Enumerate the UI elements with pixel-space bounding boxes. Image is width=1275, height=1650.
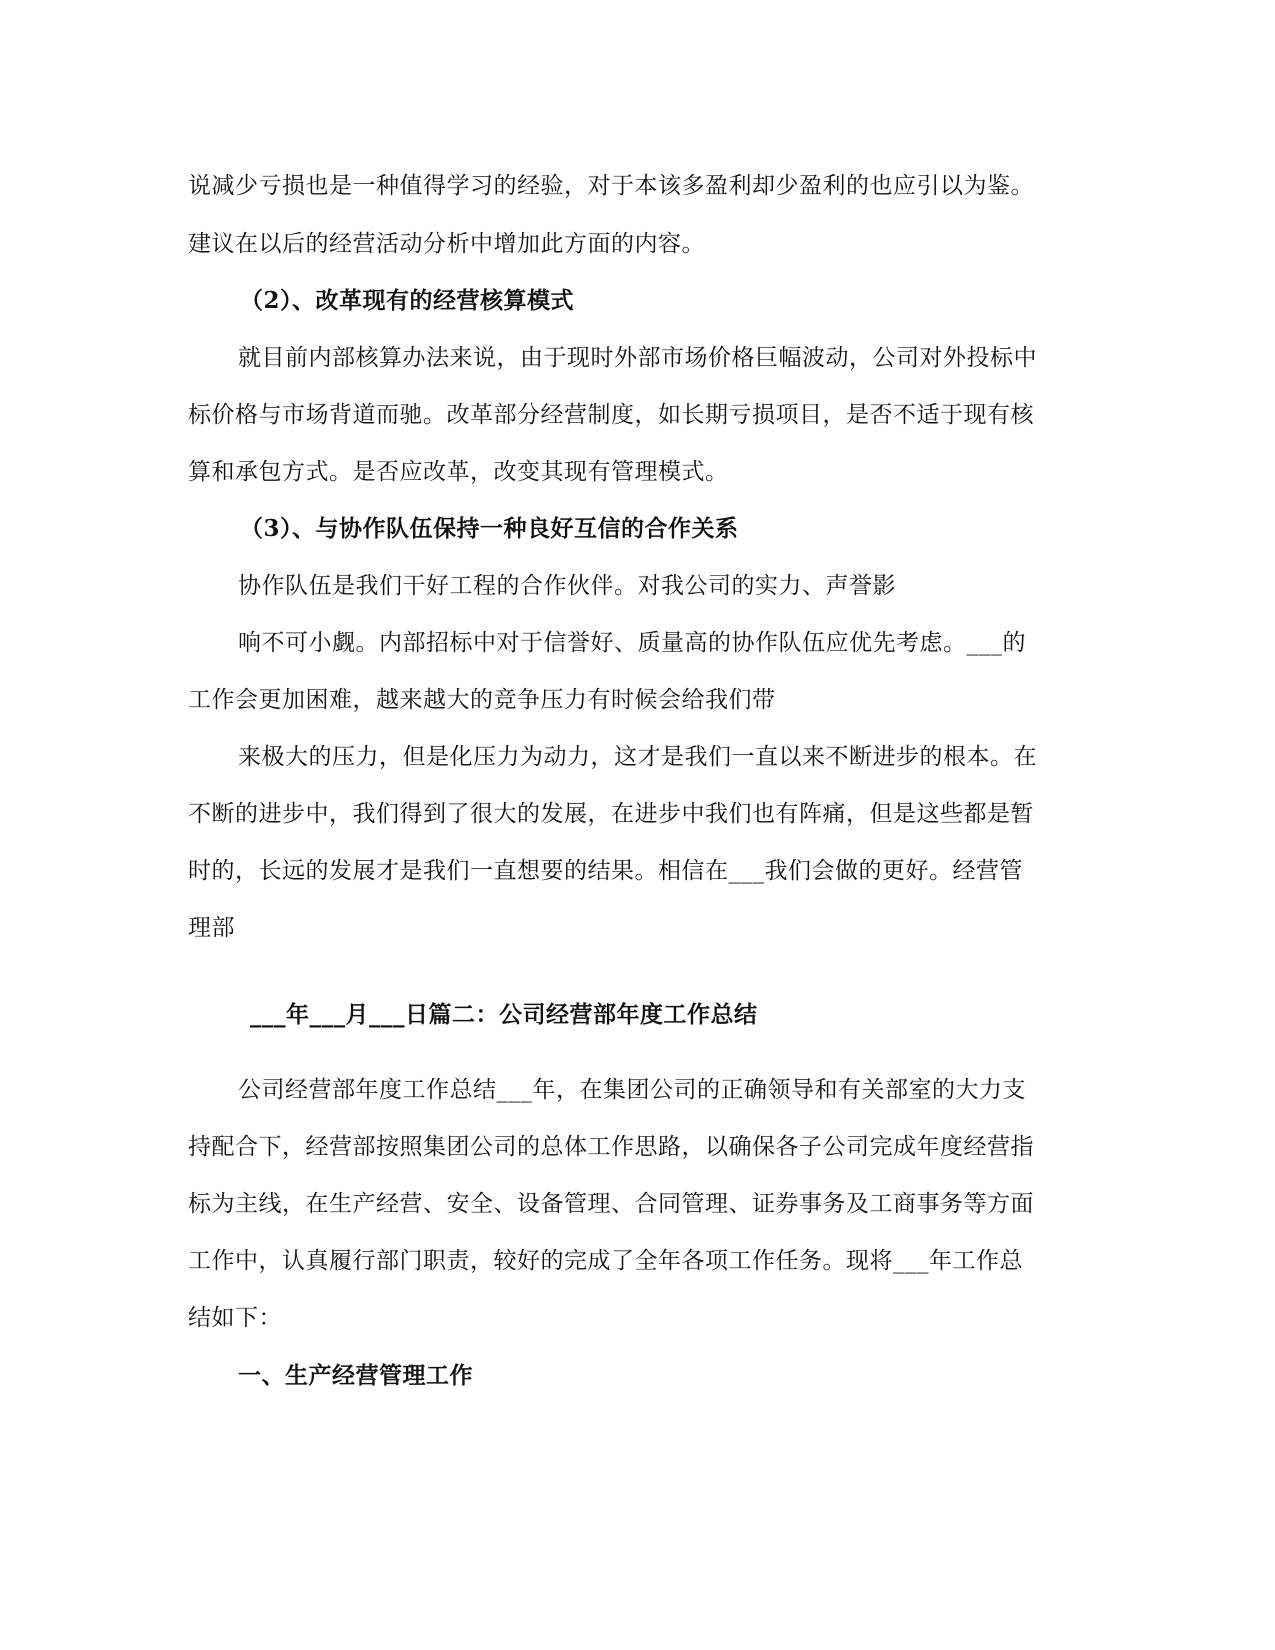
subheading-cooperation: （3）、与协作队伍保持一种良好互信的合作关系 [240, 515, 739, 542]
text-line: 标为主线，在生产经营、安全、设备管理、合同管理、证券事务及工商事务等方面 [188, 1191, 1034, 1217]
text-line: 理部 [188, 915, 235, 941]
section-title-part-two: ___年___月___日篇二：公司经营部年度工作总结 [250, 1001, 758, 1028]
text-line: 标价格与市场背道而驰。改革部分经营制度，如长期亏损项目，是否不适于现有核 [188, 402, 1034, 428]
text-line: 工作中，认真履行部门职责，较好的完成了全年各项工作任务。现将___年工作总 [188, 1248, 1023, 1274]
subheading-reform-accounting: （2）、改革现有的经营核算模式 [240, 287, 575, 314]
text-line: 不断的进步中，我们得到了很大的发展，在进步中我们也有阵痛，但是这些都是暂 [188, 801, 1034, 827]
text-line: 协作队伍是我们干好工程的合作伙伴。对我公司的实力、声誉影 [238, 573, 896, 599]
text-line: 时的，长远的发展才是我们一直想要的结果。相信在___我们会做的更好。经营管 [188, 858, 1023, 884]
text-line: 就目前内部核算办法来说，由于现时外部市场价格巨幅波动，公司对外投标中 [238, 345, 1037, 371]
text-line: 公司经营部年度工作总结___年，在集团公司的正确领导和有关部室的大力支 [238, 1077, 1026, 1103]
text-line: 结如下： [188, 1305, 282, 1331]
text-line: 算和承包方式。是否应改革，改变其现有管理模式。 [188, 459, 729, 485]
text-line: 持配合下，经营部按照集团公司的总体工作思路，以确保各子公司完成年度经营指 [188, 1134, 1034, 1160]
text-line: 工作会更加困难，越来越大的竞争压力有时候会给我们带 [188, 687, 776, 713]
text-line: 建议在以后的经营活动分析中增加此方面的内容。 [188, 231, 705, 257]
section-heading-production: 一、生产经营管理工作 [238, 1362, 473, 1389]
text-line: 说减少亏损也是一种值得学习的经验，对于本该多盈利却少盈利的也应引以为鉴。 [188, 173, 1034, 199]
text-line: 来极大的压力，但是化压力为动力，这才是我们一直以来不断进步的根本。在 [238, 744, 1037, 770]
text-line: 响不可小觑。内部招标中对于信誉好、质量高的协作队伍应优先考虑。___的 [238, 630, 1026, 656]
